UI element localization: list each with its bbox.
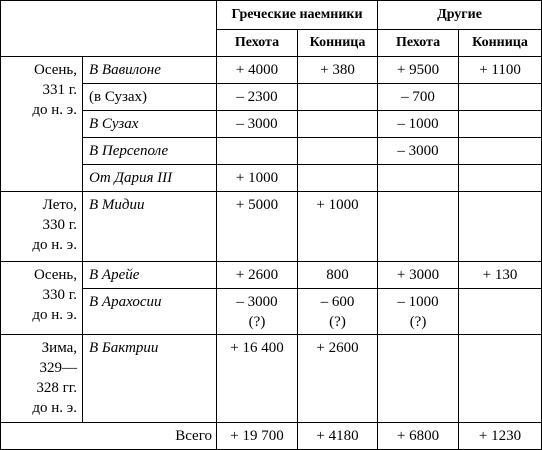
total-greek-infantry: + 19 700: [217, 423, 298, 450]
header-greek-mercenaries: Греческие наемники: [217, 1, 378, 30]
greek-cavalry-cell: [298, 138, 378, 165]
greek-infantry-cell: + 1000: [217, 165, 298, 192]
greek-infantry-cell: + 2600: [217, 262, 298, 289]
place-cell: В Сузах: [83, 111, 217, 138]
greek-infantry-cell: + 4000: [217, 57, 298, 84]
total-label: Всего: [1, 423, 217, 450]
greek-cavalry-cell: [298, 84, 378, 111]
greek-infantry-cell: – 3000: [217, 111, 298, 138]
other-cavalry-cell: [459, 289, 542, 335]
total-other-infantry: + 6800: [378, 423, 459, 450]
table-row: [1, 192, 542, 262]
period-label: Осень, 330 г. до н. э.: [1, 262, 83, 335]
header-empty-cell: [1, 1, 217, 57]
header-cavalry-other: Конница: [459, 30, 542, 57]
greek-cavalry-cell: 800: [298, 262, 378, 289]
table-row: [1, 289, 542, 335]
greek-infantry-cell: [217, 138, 298, 165]
total-row: [1, 423, 542, 450]
greek-cavalry-cell: + 1000: [298, 192, 378, 262]
place-cell: В Арахосии: [83, 289, 217, 335]
other-infantry-cell: + 3000: [378, 262, 459, 289]
other-infantry-cell: [378, 335, 459, 423]
other-cavalry-cell: + 130: [459, 262, 542, 289]
table-row: [1, 335, 542, 423]
other-infantry-cell: + 9500: [378, 57, 459, 84]
other-infantry-cell: – 3000: [378, 138, 459, 165]
total-greek-cavalry: + 4180: [298, 423, 378, 450]
place-cell: В Мидии: [83, 192, 217, 262]
greek-cavalry-cell: [298, 111, 378, 138]
greek-cavalry-cell: + 380: [298, 57, 378, 84]
header-cavalry-greek: Конница: [298, 30, 378, 57]
other-infantry-cell: [378, 192, 459, 262]
period-label: Зима, 329— 328 гг. до н. э.: [1, 335, 83, 423]
place-cell: В Арейе: [83, 262, 217, 289]
greek-infantry-cell: – 2300: [217, 84, 298, 111]
header-infantry-greek: Пехота: [217, 30, 298, 57]
place-cell: В Персеполе: [83, 138, 217, 165]
place-cell: От Дария III: [83, 165, 217, 192]
greek-infantry-cell: + 5000: [217, 192, 298, 262]
other-cavalry-cell: [459, 165, 542, 192]
greek-infantry-cell: + 16 400: [217, 335, 298, 423]
table-row: [1, 84, 542, 111]
other-infantry-cell: – 1000 (?): [378, 289, 459, 335]
other-cavalry-cell: [459, 138, 542, 165]
header-infantry-other: Пехота: [378, 30, 459, 57]
header-others: Другие: [378, 1, 542, 30]
place-cell: В Вавилоне: [83, 57, 217, 84]
place-cell: (в Сузах): [83, 84, 217, 111]
table-row: [1, 111, 542, 138]
greek-cavalry-cell: + 2600: [298, 335, 378, 423]
other-cavalry-cell: + 1100: [459, 57, 542, 84]
table-row: [1, 165, 542, 192]
other-infantry-cell: – 1000: [378, 111, 459, 138]
other-cavalry-cell: [459, 111, 542, 138]
table-row: [1, 262, 542, 289]
table-row: [1, 57, 542, 84]
other-infantry-cell: [378, 165, 459, 192]
period-label: Лето, 330 г. до н. э.: [1, 192, 83, 262]
other-cavalry-cell: [459, 192, 542, 262]
other-infantry-cell: – 700: [378, 84, 459, 111]
other-cavalry-cell: [459, 84, 542, 111]
other-cavalry-cell: [459, 335, 542, 423]
greek-infantry-cell: – 3000 (?): [217, 289, 298, 335]
period-label: Осень, 331 г. до н. э.: [1, 57, 83, 192]
greek-cavalry-cell: [298, 165, 378, 192]
greek-cavalry-cell: – 600 (?): [298, 289, 378, 335]
place-cell: В Бактрии: [83, 335, 217, 423]
header-row-groups: [1, 1, 542, 30]
table-row: [1, 138, 542, 165]
total-other-cavalry: + 1230: [459, 423, 542, 450]
